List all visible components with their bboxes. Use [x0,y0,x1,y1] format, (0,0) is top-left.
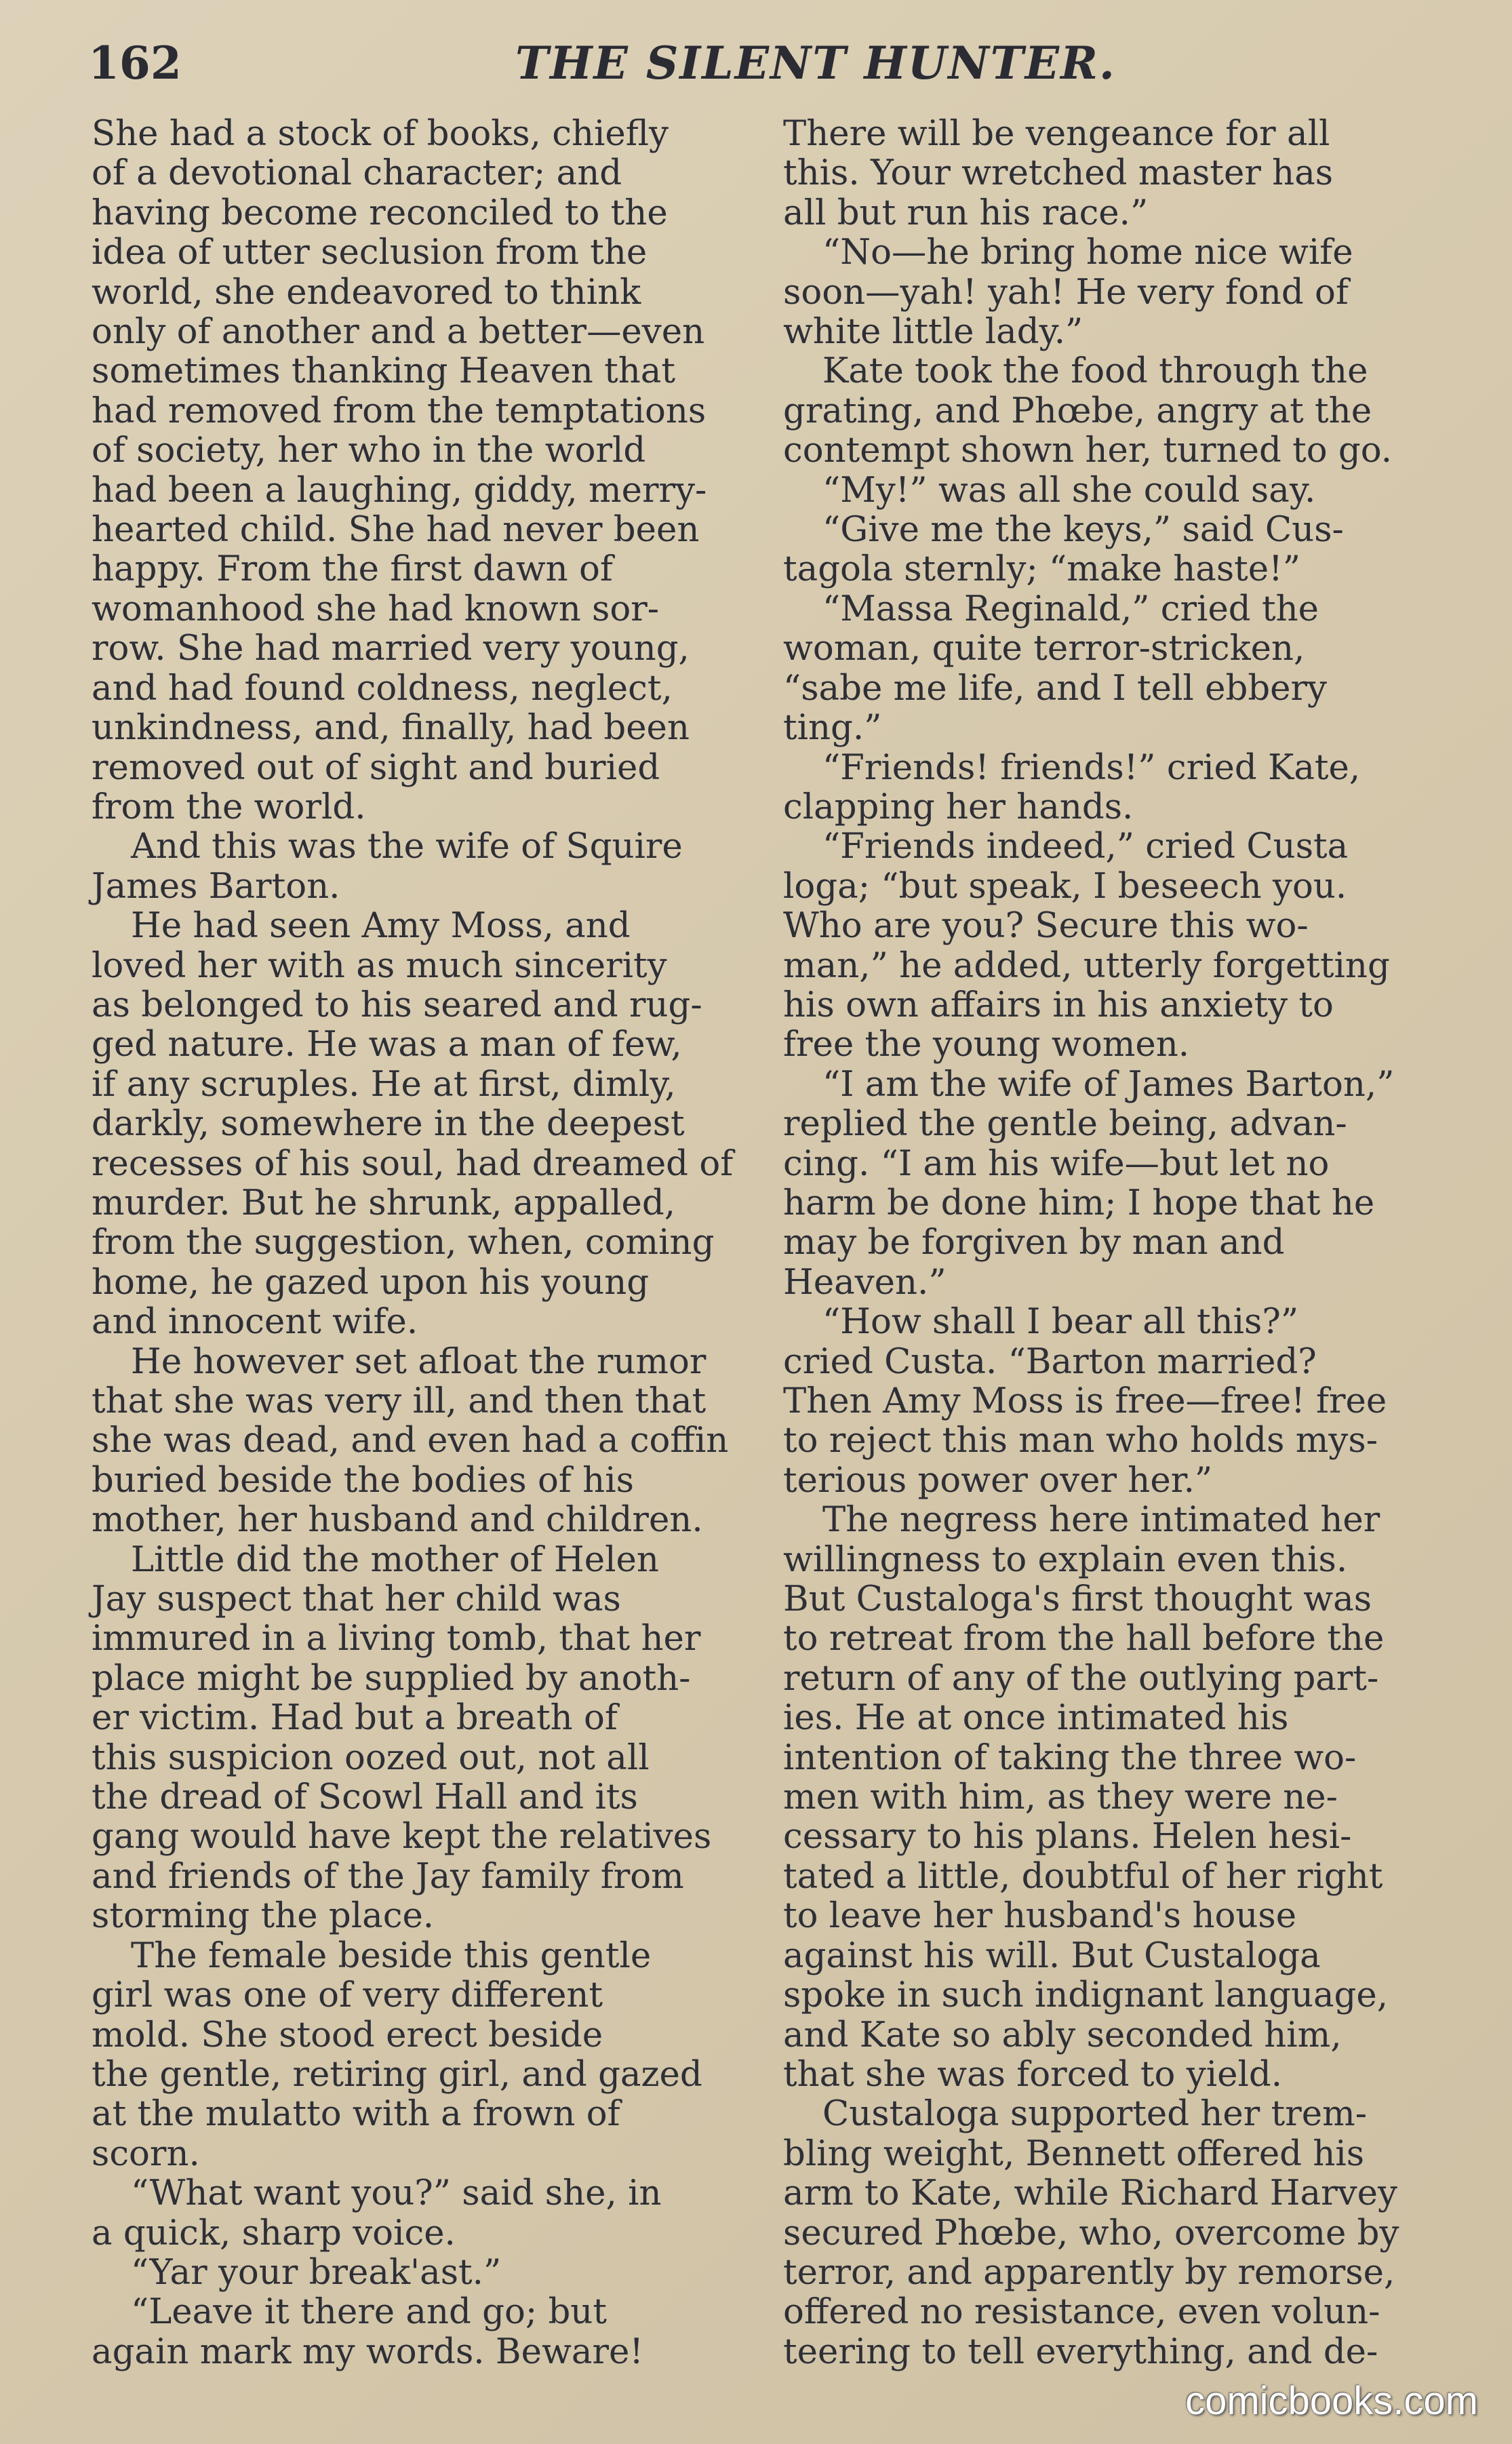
paragraph: “No—he bring home nice wife soon—yah! yah! He very fond of white little lady.” [783,232,1353,353]
paragraph: “I am the wife of James Barton,” replied the gentle being, advan- cing. “I am his wife—but let no harm be done him; I hope that he may be forgiven by man and Heaven.” [783,1063,1395,1303]
paragraph: “My!” was all she could say. [822,469,1316,511]
paragraph: “Yar your break'ast.” [131,2251,502,2293]
paragraph: “Massa Reginald,” cried the woman, quite terror-stricken, “sabe me life, and I tell ebbery ting.” [783,588,1328,749]
paragraph: “Give me the keys,” said Cus- tagola sternly; “make haste!” [783,509,1344,590]
page-number: 162 [88,37,182,90]
paragraph: The female beside this gentle girl was one of very different mold. She stood erect beside the gentle, retiring girl, and gazed at the mulatto with a frown of scorn. [92,1935,702,2174]
paragraph: Kate took the food through the grating, and Phœbe, angry at the contempt shown her, turned to go. [783,351,1393,471]
paragraph: There will be vengeance for all this. Your wretched master has all but run his race.” [783,113,1334,233]
paragraph: “Leave it there and go; but again mark my words. Beware! [92,2291,643,2372]
watermark: comicbooks.com [1185,2379,1478,2423]
paragraph: He however set afloat the rumor that she was very ill, and then that she was dead, and even had a coffin buried beside the bodies of his mother, her husband and children. [92,1341,729,1541]
right-column [783,114,1441,2372]
paragraph: He had seen Amy Moss, and loved her with as much sincerity as belonged to his seared and rug- ged nature. He was a man of few, if any scruples. He at first, dimly, darkly, somewhere in the deepest recesses of his soul, had dreamed of murder. But he shrunk, appalled, from the suggestion, when, coming home, he gazed upon his young and innocent wife. [92,905,734,1343]
running-title: THE SILENT HUNTER. [515,37,1116,90]
paragraph: “Friends indeed,” cried Custa loga; “but speak, I beseech you. Who are you? Secure this wo- man,” he added, utterly forgetting his own affairs in his anxiety to free the young women. [783,826,1390,1065]
paragraph: The negress here intimated her willingness to explain even this. But Custaloga's first thought was to retreat from the hall before the return of any of the outlying part- ies. He at once intimated his intention of taking the three wo- men with him, as they were ne- cessary to his plans. Helen hesi- tated a little, doubtful of her right to leave her husband's house against his will. But Custaloga spoke in such indignant language, and Kate so ably seconded him, that she was forced to yield. [783,1499,1389,2095]
paragraph: “Friends! friends!” cried Kate, clapping her hands. [783,747,1361,827]
paragraph: “How shall I bear all this?” cried Custa. “Barton married? Then Amy Moss is free—free! free to reject this man who holds mys- terious power over her.” [783,1301,1387,1501]
paragraph: And this was the wife of Squire James Barton. [92,826,683,907]
left-column [92,114,749,2372]
paragraph: Custaloga supported her trem- bling weight, Bennett offered his arm to Kate, while Richard Harvey secured Phœbe, who, overcome by terror, and apparently by remorse, offered no resistance, even volun- teering to tell everything, and de- [783,2093,1399,2372]
paragraph: Little did the mother of Helen Jay suspect that her child was immured in a living tomb, that her place might be supplied by anoth- er victim. Had but a breath of this suspicion oozed out, not all the dread of Scowl Hall and its gang would have kept the relatives and friends of the Jay family from storming the place. [92,1539,712,1937]
paragraph: “What want you?” said she, in a quick, sharp voice. [92,2173,662,2253]
page-header [88,27,1471,102]
paragraph: She had a stock of books, chiefly of a devotional character; and having become reconciled to the idea of utter seclusion from the world, she endeavored to think only of another and a better—even sometimes thanking Heaven that had removed from the temptations of society, her who in the world had been a laughing, giddy, merry- hearted child. She had never been happy. From the first dawn of womanhood she had known sor- row. She had married very young, and had found coldness, neglect, unkindness, and, finally, had been removed out of sight and buried from the world. [92,113,707,827]
